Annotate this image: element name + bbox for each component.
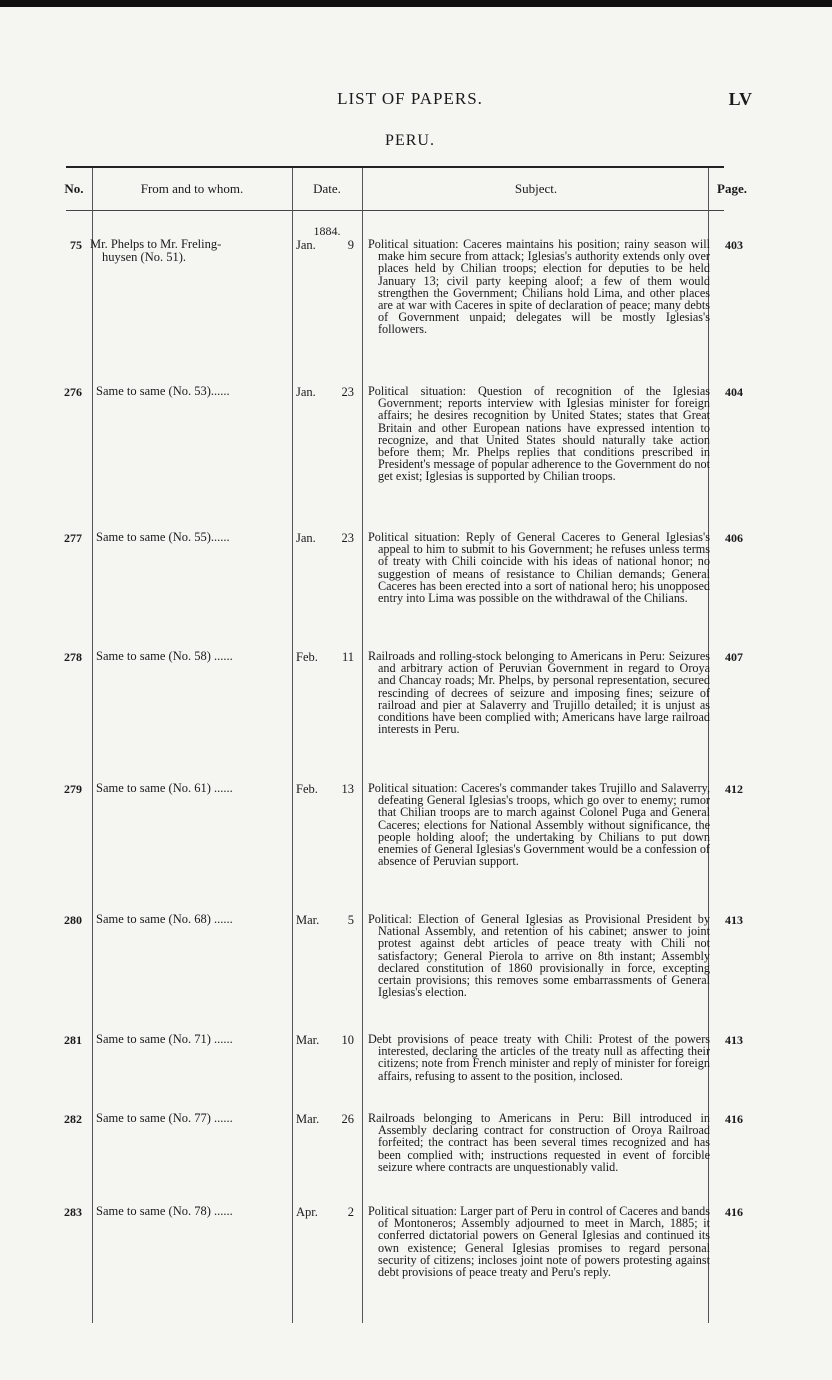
date-month: Jan. <box>296 238 316 252</box>
date-cell <box>296 238 354 253</box>
date-day: 5 <box>347 913 354 927</box>
from-to-text: Same to same (No. 53)...... <box>96 384 230 398</box>
date-day: 2 <box>347 1205 354 1219</box>
date-day: 11 <box>341 650 354 664</box>
running-header <box>0 89 832 113</box>
date-day: 10 <box>341 1033 354 1047</box>
date-day: 9 <box>347 238 354 252</box>
from-to-text: Same to same (No. 78) ...... <box>96 1204 233 1218</box>
subject-cell: Political situation: Question of recognition of the Iglesias Government; reports interview with Iglesias minister for foreign affairs; he desires recognition by United States; states that Great Britain and other European nations have expressed intention to recognize, and that United States should naturally take action before them; Mr. Phelps replies that conditions prescribed in President's message of popular adherence to the Government do not get exist; Iglesias is supported by Chilian troops. <box>368 384 710 484</box>
from-to-text: Mr. Phelps to Mr. Freling- <box>90 237 222 251</box>
subject-cell: Political: Election of General Iglesias as Provisional President by National Assembly, and retention of his cabinet; answer to joint protest against debt articles of peace treaty with Chili not satisfactory; General Pierola to arrive on 8th instant; Assembly declared constitution of 1860 provisionally in force, excepting certain provisions; this removes some embarrassments of General Iglesias's election. <box>368 912 710 1000</box>
page-ref: 407 <box>725 650 743 664</box>
page-title: LIST OF PAPERS. <box>337 89 483 108</box>
date-cell <box>296 913 354 928</box>
column-divider <box>362 168 363 1323</box>
paper-number: 278 <box>64 650 82 664</box>
page-ref: 404 <box>725 385 743 399</box>
column-header-page: Page. <box>717 181 747 196</box>
page-ref: 403 <box>725 238 743 252</box>
column-header-from: From and to whom. <box>140 181 244 196</box>
date-month: Mar. <box>296 1112 320 1126</box>
top-edge-band <box>0 0 832 7</box>
subject-cell: Debt provisions of peace treaty with Chili: Protest of the powers interested, declaring the articles of the treaty null as affecting their citizens; note from French minister and reply of minister for foreign affairs, refusing to assent to the position, inclosed. <box>368 1032 710 1083</box>
date-month: Feb. <box>296 782 318 796</box>
from-to-text-continued: huysen (No. 51). <box>102 250 187 264</box>
from-to-text: Same to same (No. 55)...... <box>96 530 230 544</box>
table-header-rule <box>66 210 724 211</box>
date-cell <box>296 531 354 546</box>
date-cell <box>296 782 354 797</box>
paper-number: 280 <box>64 913 82 927</box>
subject-cell: Political situation: Caceres's commander takes Trujillo and Salaverry, defeating General Iglesias's troops, which go over to enemy; rumor that Chilian troops are to march against Colonel Puga and General Caceres; elections for National Assembly without significance, the people holding aloof; the undertaking by Chilians to put down enemies of General Iglesias's Government would be a confession of absence of Peruvian support. <box>368 781 710 869</box>
subject-cell: Political situation: Caceres maintains his position; rainy season will make him secure from attack; Iglesias's authority extends only over places held by Chilian troops; election for deputies to be held January 13; civil party keeping aloof; a few of them would strengthen the Government; Chilians hold Lima, and other places are at war with Caceres in spite of declaration of peace; many debts of Government unpaid; delegates will be mostly Iglesias's followers. <box>368 237 710 337</box>
section-heading: PERU. <box>385 132 435 149</box>
column-header-no: No. <box>64 181 84 196</box>
date-cell <box>296 385 354 400</box>
date-day: 23 <box>341 531 354 545</box>
year-label: 1884. <box>313 224 341 238</box>
subject-cell: Railroads belonging to Americans in Peru: Bill introduced in Assembly declaring contract for construction of Oroya Railroad forfeited; the contract has been several times recognized and has been complied with; instructions requested in event of forcible seizure where contracts are unquestionably valid. <box>368 1111 710 1174</box>
date-cell <box>296 1205 354 1220</box>
date-cell <box>296 1112 354 1127</box>
page-ref: 412 <box>725 782 743 796</box>
from-to-text: Same to same (No. 71) ...... <box>96 1032 233 1046</box>
paper-number: 283 <box>64 1205 82 1219</box>
date-month: Jan. <box>296 385 316 399</box>
column-divider <box>292 168 293 1323</box>
paper-number: 282 <box>64 1112 82 1126</box>
column-header-date: Date. <box>313 181 341 196</box>
paper-number: 75 <box>70 238 82 252</box>
column-header-subject: Subject. <box>514 181 558 196</box>
from-to-cell <box>90 238 290 264</box>
paper-number: 279 <box>64 782 82 796</box>
column-divider <box>92 168 93 1323</box>
table-top-rule <box>66 166 724 168</box>
subject-cell: Political situation: Larger part of Peru in control of Caceres and bands of Montoneros; Assembly adjourned to meet in March, 1885; it conferred dictatorial powers on General Iglesias and continued its own existence; General Iglesias promises to regard personal security of citizens; incloses joint note of powers protesting against debt provisions of peace treaty and Peru's reply. <box>368 1204 710 1280</box>
paper-number: 276 <box>64 385 82 399</box>
date-month: Mar. <box>296 1033 320 1047</box>
paper-number: 281 <box>64 1033 82 1047</box>
date-month: Apr. <box>296 1205 318 1219</box>
date-cell <box>296 1033 354 1048</box>
subject-cell: Railroads and rolling-stock belonging to Americans in Peru: Seizures and arbitrary action of Peruvian Government in regard to Oroya and Chancay roads; Mr. Phelps, by personal representation, secured rescinding of decrees of seizure and imposing fines; seizure of railroad and pier at Salaverry and Trujillo detailed; it is unjust as conditions have been complied with; Americans have large railroad interests in Peru. <box>368 649 710 737</box>
date-month: Jan. <box>296 531 316 545</box>
date-day: 13 <box>341 782 354 796</box>
date-day: 23 <box>341 385 354 399</box>
page-ref: 416 <box>725 1205 743 1219</box>
page-number: LV <box>728 89 752 109</box>
from-to-text: Same to same (No. 77) ...... <box>96 1111 233 1125</box>
date-month: Feb. <box>296 650 318 664</box>
date-cell <box>296 650 354 665</box>
page-ref: 406 <box>725 531 743 545</box>
from-to-text: Same to same (No. 68) ...... <box>96 912 233 926</box>
page-ref: 413 <box>725 913 743 927</box>
date-month: Mar. <box>296 913 320 927</box>
date-day: 26 <box>341 1112 354 1126</box>
from-to-text: Same to same (No. 58) ...... <box>96 649 233 663</box>
paper-number: 277 <box>64 531 82 545</box>
from-to-text: Same to same (No. 61) ...... <box>96 781 233 795</box>
page-ref: 413 <box>725 1033 743 1047</box>
page-ref: 416 <box>725 1112 743 1126</box>
subject-cell: Political situation: Reply of General Caceres to General Iglesias's appeal to him to submit to his Government; he refuses unless terms of treaty with Chili coincide with his ideas of national honor; no suggestion of means of resistance to Chilian demands; General Caceres has been erected into a sort of national hero; his unopposed entry into Lima was possible on the withdrawal of the Chilians. <box>368 530 710 606</box>
